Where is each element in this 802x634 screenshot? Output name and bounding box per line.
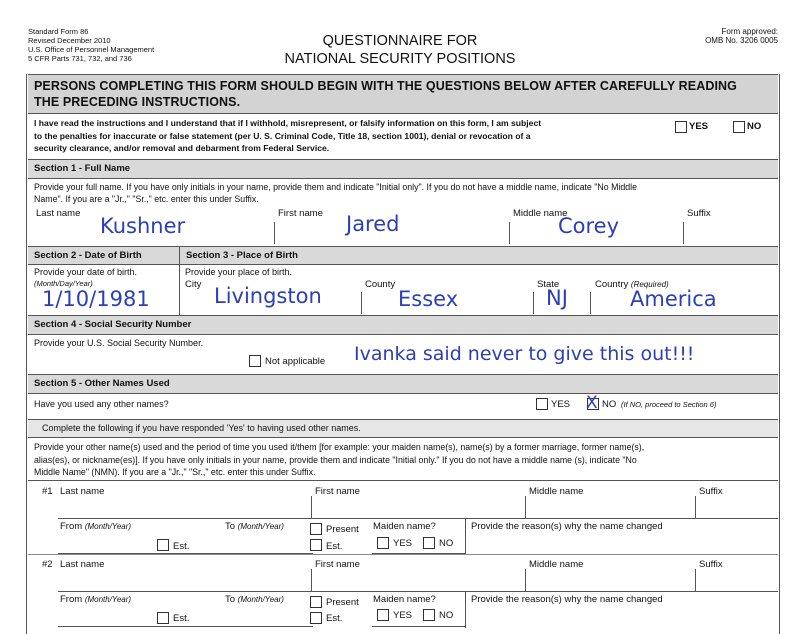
- entry-2-maiden-no-checkbox[interactable]: [423, 609, 435, 621]
- entry-1-from-est-label: Est.: [173, 541, 190, 552]
- cert-yes-label: YES: [689, 121, 709, 132]
- entry-1-from-text: From: [60, 521, 83, 532]
- entry-2-to-est-label: Est.: [326, 613, 343, 624]
- omb-approval: [705, 27, 778, 45]
- section-2-3-header: [28, 246, 778, 265]
- city-field[interactable]: Livingston: [214, 284, 322, 308]
- form-revision: Revised December 2010: [28, 36, 111, 45]
- ssn-instruction: Provide your U.S. Social Security Number.: [34, 338, 204, 348]
- entry-2-suffix-label: Suffix: [699, 559, 723, 570]
- entry-2-reason-label: Provide the reason(s) why the name changed: [471, 594, 663, 605]
- entry-2-from-est-label: Est.: [173, 613, 190, 624]
- page-title: [230, 32, 570, 68]
- middle-name-label: Middle name: [513, 208, 568, 219]
- entry-1-middle-label: Middle name: [529, 486, 584, 497]
- omb-number: OMB No. 3206 0005: [705, 36, 778, 45]
- cert-line-2: to the penalties for inaccurate or false statement (per U. S. Criminal Code, Title 18, section 1001), denial or revocation of a: [34, 130, 531, 141]
- cert-line-1: I have read the instructions and I understand that if I withhold, misrepresent, or falsify information on this form, I am subject: [34, 118, 542, 128]
- entry-2-to-est-checkbox[interactable]: [310, 612, 322, 624]
- entry-1-present-label: Present: [326, 524, 359, 535]
- state-field[interactable]: NJ: [546, 286, 568, 310]
- other-names-question: Have you used any other names?: [34, 399, 169, 409]
- entry-2-middle-label: Middle name: [529, 559, 584, 570]
- section-3-title: Section 3 - Place of Birth: [186, 250, 298, 261]
- ssn-not-applicable-checkbox[interactable]: [249, 355, 261, 367]
- entry-1-number: #1: [42, 486, 53, 497]
- other-names-no-mark: X: [586, 393, 598, 413]
- banner-line-1: PERSONS COMPLETING THIS FORM SHOULD BEGIN WITH THE QUESTIONS BELOW AFTER CAREFULLY READING: [34, 79, 737, 93]
- certification-text: [34, 117, 541, 155]
- form-cfr: 5 CFR Parts 731, 732, and 736: [28, 54, 132, 63]
- provide-line-2: alias(es), or nickname(es)]. If you have only initials in your name, provide them and indicate "Initial only." If you do not have a middle name (s), indicate "No: [34, 454, 637, 465]
- other-names-no-label: NO: [602, 399, 617, 410]
- section-4-header: [28, 315, 778, 335]
- entry-1-maiden-no-checkbox[interactable]: [423, 537, 435, 549]
- section-1-instr-line-1: Provide your full name. If you have only initials in your name, provide them and indicate "Initial only". If you do not have a middle name, indicate "No Middle: [34, 182, 637, 192]
- cert-yes-checkbox[interactable]: [675, 121, 687, 133]
- country-field[interactable]: America: [630, 287, 717, 311]
- first-name-field[interactable]: Jared: [346, 212, 400, 236]
- cert-no-checkbox[interactable]: [733, 121, 745, 133]
- section-2-title: Section 2 - Date of Birth: [34, 250, 142, 261]
- ssn-not-applicable-label: Not applicable: [265, 356, 326, 367]
- section-1-instructions: [34, 181, 637, 205]
- entry-1-to-text: To: [225, 521, 236, 532]
- city-label: City: [185, 279, 202, 290]
- county-label: County: [365, 279, 396, 290]
- entry-1-maiden-label: Maiden name?: [373, 521, 436, 532]
- section-1-instr-line-2: Name". If you are a "Jr.," "Sr.," etc. enter this under Suffix.: [34, 194, 259, 204]
- section-1-header: [28, 159, 778, 179]
- entry-2-maiden-label: Maiden name?: [373, 594, 436, 605]
- other-names-yes-label: YES: [551, 399, 571, 410]
- entry-2-from-fmt: (Month/Year): [84, 595, 132, 604]
- entry-1-maiden-yes-label: YES: [393, 538, 413, 549]
- first-name-label: First name: [278, 208, 323, 219]
- section-5-header: [28, 374, 778, 394]
- provide-line-1: Provide your other name(s) used and the period of time you used it/them [for example: your maiden name(s), name(s) by a former marriage, former name(s),: [34, 442, 645, 452]
- entry-2-number: #2: [42, 559, 53, 570]
- entry-1-to-est-label: Est.: [326, 541, 343, 552]
- cert-no-label: NO: [747, 121, 762, 132]
- last-name-field[interactable]: Kushner: [100, 214, 186, 238]
- entry-2-present-label: Present: [326, 597, 359, 608]
- provide-line-3: Middle Name" (NMN). If you are a "Jr.," "Sr.," etc. enter this under Suffix.: [34, 467, 316, 477]
- entry-1-from-est-checkbox[interactable]: [157, 539, 169, 551]
- complete-following-bar: [28, 419, 778, 438]
- entry-1-to-fmt: (Month/Year): [237, 522, 284, 531]
- country-required: (Required): [630, 280, 669, 289]
- entry-1-first-label: First name: [315, 486, 360, 497]
- suffix-label: Suffix: [687, 208, 711, 219]
- other-names-instructions: [34, 441, 644, 479]
- entry-2-maiden-no-label: NO: [439, 610, 454, 621]
- section-5-title: Section 5 - Other Names Used: [34, 378, 170, 389]
- cert-line-3: security clearance, and/or removal and debarment from Federal Service.: [34, 143, 330, 153]
- entry-2-to-label: [225, 594, 284, 605]
- country-label-text: Country: [595, 279, 629, 290]
- section-4-title: Section 4 - Social Security Number: [34, 319, 192, 330]
- other-names-yes-checkbox[interactable]: [536, 398, 548, 410]
- form-agency: U.S. Office of Personnel Management: [28, 45, 155, 54]
- entry-2-first-label: First name: [315, 559, 360, 570]
- banner-line-2: THE PRECEDING INSTRUCTIONS.: [34, 95, 241, 109]
- dob-format: (Month/Day/Year): [34, 279, 93, 288]
- entry-2-present-checkbox[interactable]: [310, 596, 322, 608]
- entry-2-from-text: From: [60, 594, 83, 605]
- last-name-label: Last name: [36, 208, 81, 219]
- entry-1-present-checkbox[interactable]: [310, 523, 322, 535]
- form-number: Standard Form 86: [28, 27, 89, 36]
- entry-2-to-fmt: (Month/Year): [237, 595, 284, 604]
- title-line-1: QUESTIONNAIRE FOR: [322, 33, 478, 49]
- entry-1-reason-label: Provide the reason(s) why the name changed: [471, 521, 663, 532]
- approved-label: Form approved:: [721, 27, 778, 36]
- state-label: State: [537, 279, 560, 290]
- entry-2-maiden-yes-checkbox[interactable]: [377, 609, 389, 621]
- entry-1-last-label: Last name: [60, 486, 105, 497]
- entry-1-maiden-no-label: NO: [439, 538, 454, 549]
- ssn-handwritten-note[interactable]: Ivanka said never to give this out!!!: [354, 343, 695, 365]
- title-line-2: NATIONAL SECURITY POSITIONS: [284, 51, 516, 67]
- complete-following-text: Complete the following if you have responded 'Yes' to having used other names.: [42, 423, 361, 433]
- pob-instruction: Provide your place of birth.: [185, 267, 293, 277]
- form-id-block: [28, 27, 154, 63]
- entry-1-from-fmt: (Month/Year): [84, 522, 132, 531]
- section-1-title: Section 1 - Full Name: [34, 163, 131, 174]
- dob-instruction: Provide your date of birth.: [34, 267, 138, 277]
- entry-2-to-text: To: [225, 594, 236, 605]
- entry-1-to-label: [225, 521, 284, 532]
- entry-1-suffix-label: Suffix: [699, 486, 723, 497]
- county-field[interactable]: Essex: [398, 287, 459, 311]
- instructions-banner: [28, 74, 778, 114]
- entry-2-maiden-yes-label: YES: [393, 610, 413, 621]
- entry-2-from-label: [60, 594, 131, 605]
- other-names-no-hint: (If NO, proceed to Section 6): [621, 400, 717, 409]
- entry-1-to-est-checkbox[interactable]: [310, 539, 322, 551]
- middle-name-field[interactable]: Corey: [558, 214, 620, 238]
- entry-2-from-est-checkbox[interactable]: [157, 612, 169, 624]
- entry-1-maiden-yes-checkbox[interactable]: [377, 537, 389, 549]
- entry-2-last-label: Last name: [60, 559, 105, 570]
- dob-field[interactable]: 1/10/1981: [42, 287, 150, 311]
- entry-1-from-label: [60, 521, 131, 532]
